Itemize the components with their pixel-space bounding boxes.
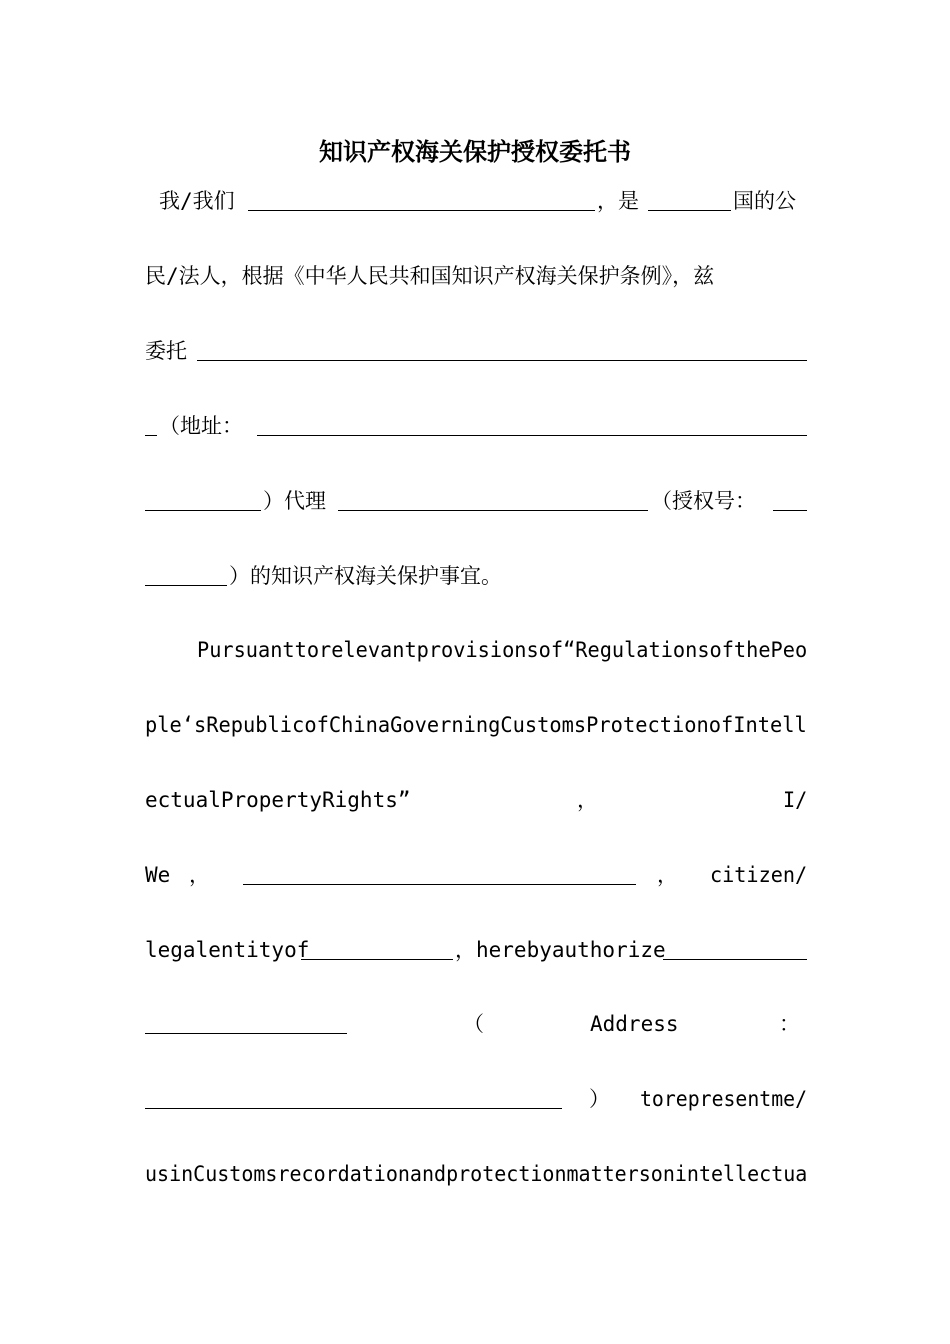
en-text-citizen: citizen/ — [710, 863, 808, 887]
en-text-i: I/ — [783, 788, 808, 812]
en-line-4 — [145, 858, 807, 892]
cn-text-matters: ）的知识产权海关保护事宜。 — [229, 564, 502, 588]
agent-name-blank[interactable] — [197, 360, 807, 361]
cn-text-is: ，是 — [597, 189, 639, 213]
cn-line-6 — [145, 559, 807, 593]
address-blank-cont[interactable] — [145, 510, 261, 511]
cn-text-country: 国的公 — [733, 189, 796, 213]
en-text-customs: usinCustomsrecordationandprotectionmattersonintellectua — [145, 1162, 808, 1186]
cn-line-1 — [145, 184, 807, 218]
en-line-7 — [145, 1082, 807, 1116]
en-text-pursuant: Pursuanttorelevantprovisionsof“RegulationsofthePeo — [197, 638, 808, 662]
en-name-blank[interactable] — [243, 884, 636, 885]
cn-text-authno: （授权号： — [651, 489, 756, 513]
en-comma-1: ， — [577, 788, 598, 812]
name-blank[interactable] — [248, 210, 595, 211]
en-comma-3: ， — [657, 863, 678, 887]
en-text-represent: torepresentme/ — [640, 1087, 808, 1111]
agent-name-blank-cont[interactable] — [145, 435, 157, 436]
cn-line-4 — [145, 409, 807, 443]
auth-number-blank[interactable] — [773, 510, 807, 511]
cn-text-we: 我/我们 — [159, 189, 235, 213]
en-open-paren: （ — [463, 1012, 484, 1036]
en-line-6 — [145, 1007, 807, 1041]
cn-line-2 — [145, 259, 807, 293]
en-text-address: Address — [590, 1012, 679, 1036]
en-agent-blank[interactable] — [663, 959, 807, 960]
matter-blank[interactable] — [338, 510, 648, 511]
en-line-1 — [145, 633, 807, 667]
cn-line-3 — [145, 334, 807, 368]
cn-text-entrust: 委托 — [145, 339, 187, 363]
cn-line-5 — [145, 484, 807, 518]
en-agent-blank-cont[interactable] — [145, 1033, 347, 1034]
en-text-we: We — [145, 863, 171, 887]
en-colon: ： — [779, 1012, 800, 1036]
en-line-2 — [145, 708, 807, 742]
cn-text-agent: ）代理 — [263, 489, 326, 513]
document-title: 知识产权海关保护授权委托书 — [319, 137, 631, 166]
cn-text-address: （地址： — [159, 414, 243, 438]
en-address-blank[interactable] — [145, 1108, 562, 1109]
country-blank[interactable] — [648, 210, 731, 211]
auth-number-blank-cont[interactable] — [145, 585, 227, 586]
en-line-8 — [145, 1157, 807, 1191]
en-text-authorize: ，herebyauthorize — [455, 938, 666, 962]
en-text-rights: ectualPropertyRights” — [145, 788, 411, 812]
en-text-legalentity: legalentityof — [145, 938, 310, 962]
en-line-5 — [145, 933, 807, 967]
address-blank[interactable] — [257, 435, 807, 436]
en-line-3 — [145, 783, 807, 817]
en-country-blank[interactable] — [301, 959, 453, 960]
cn-text-regulation: 民/法人，根据《中华人民共和国知识产权海关保护条例》，兹 — [145, 264, 715, 288]
en-comma-2: ， — [189, 863, 210, 887]
en-text-republic: ple‘sRepublicofChinaGoverningCustomsProtectionofIntell — [145, 713, 807, 737]
en-close-paren: ） — [589, 1087, 610, 1111]
